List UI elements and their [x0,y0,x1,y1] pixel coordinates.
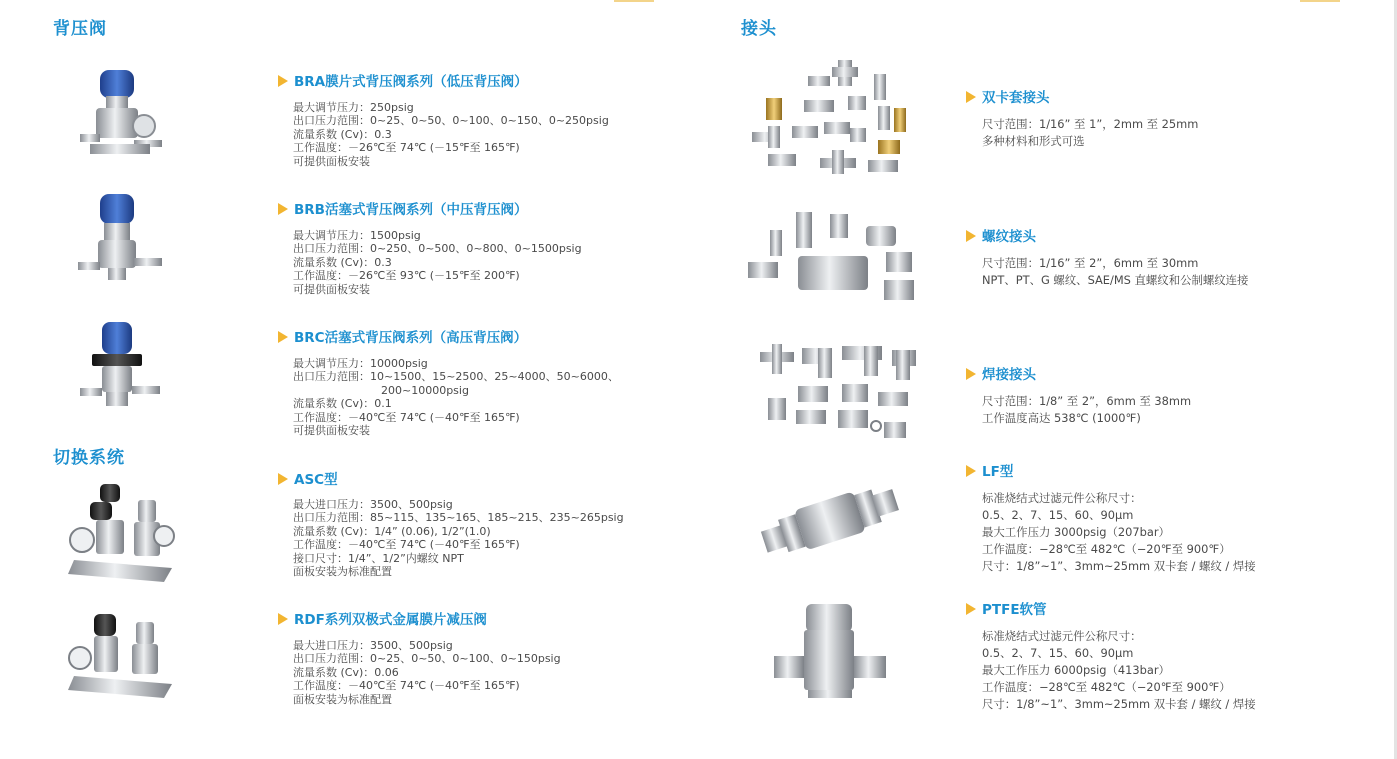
spec-line: 工作温度：－40℃至 74℃ (－40℉至 165℉) [293,679,520,693]
marker-icon [278,473,288,485]
spec-line: 标准烧结式过滤元件公称尺寸： [982,629,1142,643]
marker-icon [966,230,976,242]
spec-line: 面板安装为标准配置 [293,692,392,706]
spec-line: 面板安装为标准配置 [293,565,392,579]
spec-line: 流量系数 (Cv)：0.3 [293,255,392,269]
brc-regulator-image [72,318,172,418]
section-title-back-pressure: 背压阀 [53,19,107,39]
spec-line: 出口压力范围：10~1500、15~2500、25~4000、50~6000、 [293,370,619,384]
spec-line: 标准烧结式过滤元件公称尺寸： [982,491,1142,505]
spec-line: 最大工作压力 3000psig（207bar） [982,525,1170,539]
spec-line: 0.5、2、7、15、60、90μm [982,508,1134,522]
spec-line: 最大工作压力 6000psig（413bar） [982,663,1170,677]
spec-line: 200~10000psig [293,383,469,397]
brb-regulator-image [72,190,172,290]
section-title-switchover: 切换系统 [53,448,125,468]
spec-line: 流量系数 (Cv)：1/4” (0.06), 1/2”(1.0) [293,524,491,538]
spec-list-bra [293,101,609,168]
spec-line: 0.5、2、7、15、60、90μm [982,646,1134,660]
spec-line: 工作温度：－26℃至 93℃ (－15℉至 200℉) [293,269,520,283]
spec-line: 出口压力范围：0~25、0~50、0~100、0~150、0~250psig [293,114,609,128]
spec-list-brc [293,357,619,437]
double-ferrule-fittings-image [748,56,918,178]
rdf-regulator-image [64,608,178,708]
product-title-brc: BRC活塞式背压阀系列（高压背压阀） [278,326,527,346]
spec-line: 尺寸范围：1/8” 至 2”，6mm 至 38mm [982,394,1192,408]
marker-icon [278,203,288,215]
spec-line: 最大调节压力：250psig [293,101,414,114]
spec-line: 出口压力范围：85~115、135~165、185~215、235~265psig [293,511,624,525]
spec-line: 出口压力范围：0~250、0~500、0~800、0~1500psig [293,242,582,256]
spec-line: 接口尺寸：1/4”、1/2”内螺纹 NPT [293,551,464,565]
marker-icon [278,75,288,87]
product-title-brb: BRB活塞式背压阀系列（中压背压阀） [278,198,527,218]
spec-list-ptfe [982,628,1256,713]
spec-line: NPT、PT、G 螺纹、SAE/MS 直螺纹和公制螺纹连接 [982,273,1249,287]
product-title-bra: BRA膜片式背压阀系列（低压背压阀） [278,70,528,90]
spec-line: 尺寸：1/8”~1”、3mm~25mm 双卡套 / 螺纹 / 焊接 [982,559,1256,573]
spec-line: 尺寸范围：1/16” 至 2”，6mm 至 30mm [982,256,1199,270]
lf-filter-image [756,470,902,566]
spec-line: 可提供面板安装 [293,424,370,438]
ptfe-hose-image [768,600,894,706]
bra-regulator-image [72,64,172,164]
threaded-fittings-image [744,206,920,306]
spec-line: 工作温度：−28℃至 482℃（−20℉至 900℉） [982,680,1231,694]
spec-line: 可提供面板安装 [293,154,370,168]
spec-line: 出口压力范围：0~25、0~50、0~100、0~150psig [293,652,561,666]
marker-icon [966,91,976,103]
spec-line: 工作温度高达 538℃ (1000℉) [982,411,1141,425]
marker-icon [278,613,288,625]
spec-list-rdf [293,639,561,706]
product-title-asc: ASC型 [278,468,338,488]
spec-line: 流量系数 (Cv)：0.3 [293,127,392,141]
spec-list-asc [293,498,624,578]
product-title-threaded: 螺纹接头 [966,225,1036,245]
top-accent-left [614,0,654,2]
marker-icon [966,603,976,615]
product-title-weld: 焊接接头 [966,363,1036,383]
spec-list-brb [293,229,582,296]
spec-line: 工作温度：−28℃至 482℃（−20℉至 900℉） [982,542,1231,556]
marker-icon [966,465,976,477]
spec-line: 可提供面板安装 [293,282,370,296]
spec-list-weld [982,393,1191,427]
product-title-ptfe: PTFE软管 [966,598,1047,618]
spec-line: 多种材料和形式可选 [982,134,1085,148]
marker-icon [278,331,288,343]
spec-list-threaded [982,255,1248,289]
spec-line: 最大进口压力：3500、500psig [293,498,453,511]
spec-line: 尺寸范围：1/16” 至 1”，2mm 至 25mm [982,117,1199,131]
spec-line: 工作温度：－40℃至 74℃ (－40℉至 165℉) [293,410,520,424]
spec-line: 尺寸：1/8”~1”、3mm~25mm 双卡套 / 螺纹 / 焊接 [982,697,1256,711]
asc-switchover-image [64,478,178,590]
section-title-fittings: 接头 [741,19,777,39]
spec-list-lf [982,490,1256,575]
spec-line: 工作温度：－26℃至 74℃ (－15℉至 165℉) [293,141,520,155]
spec-line: 流量系数 (Cv)：0.06 [293,665,399,679]
spec-list-double-ferrule [982,116,1198,150]
spec-line: 最大调节压力：1500psig [293,229,421,242]
product-title-lf: LF型 [966,460,1013,480]
product-title-double-ferrule: 双卡套接头 [966,86,1050,106]
marker-icon [966,368,976,380]
spec-line: 最大调节压力：10000psig [293,357,428,370]
spec-line: 流量系数 (Cv)：0.1 [293,397,392,411]
spec-line: 最大进口压力：3500、500psig [293,639,453,652]
top-accent-right [1300,0,1340,2]
spec-line: 工作温度：－40℃至 74℃ (－40℉至 165℉) [293,538,520,552]
product-title-rdf: RDF系列双极式金属膜片减压阀 [278,608,487,628]
weld-fittings-image [746,340,924,446]
